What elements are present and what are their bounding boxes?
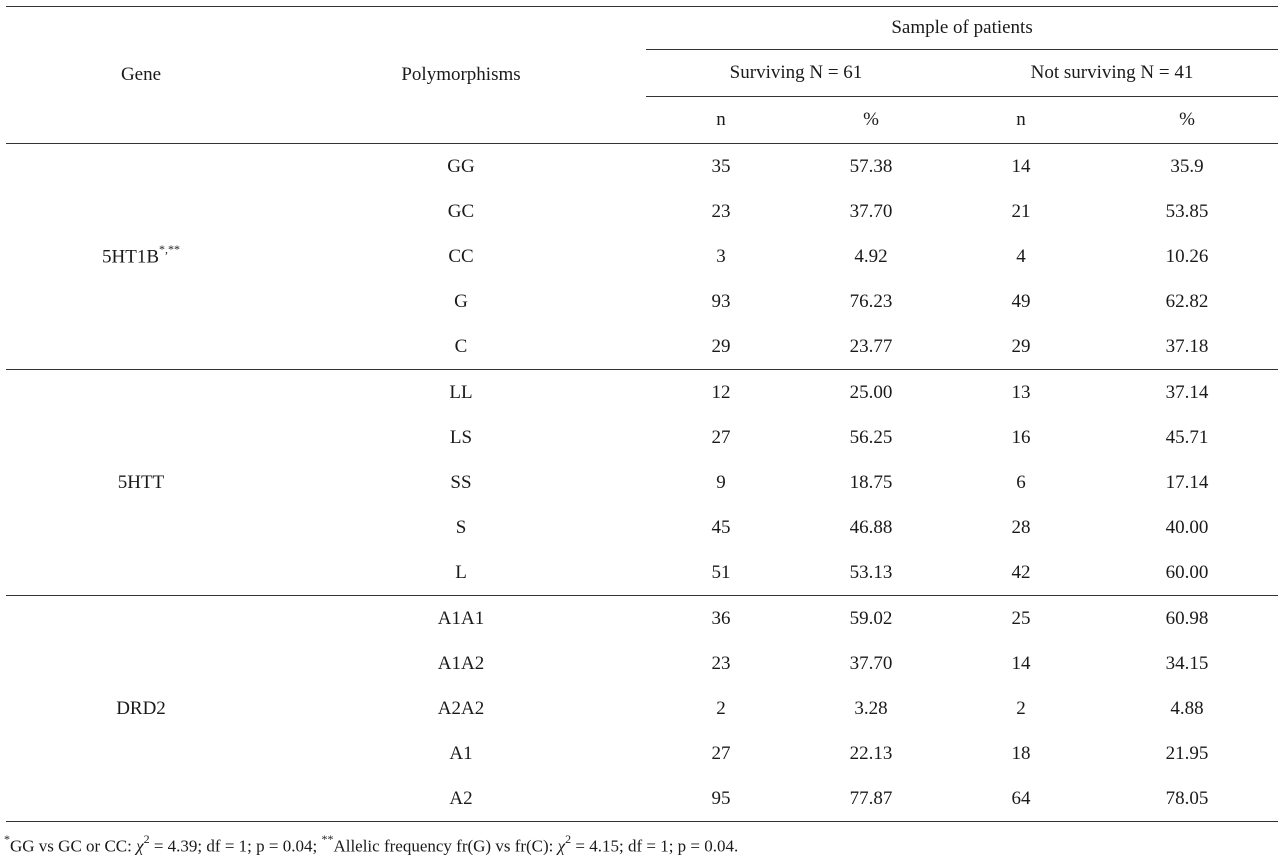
not-surviving-n-cell: 6 bbox=[1016, 471, 1026, 493]
surviving-n-cell: 95 bbox=[646, 776, 796, 822]
polymorphism-cell: A2 bbox=[276, 776, 646, 822]
surviving-pct-cell: 53.13 bbox=[849, 561, 893, 583]
surviving-n-cell: 51 bbox=[711, 561, 731, 583]
header-surviving-n: n bbox=[646, 97, 796, 144]
surviving-pct-cell: 23.77 bbox=[849, 335, 893, 357]
footnote-text-4: = 4.15; df = 1; p = 0.04. bbox=[571, 836, 739, 856]
footnote-chi-2: χ bbox=[557, 836, 566, 856]
not-surviving-n-cell: 2 bbox=[1016, 697, 1026, 719]
gene-label: DRD2 bbox=[116, 697, 166, 719]
not-surviving-n-cell: 13 bbox=[946, 370, 1096, 416]
polymorphism-cell: CC bbox=[448, 245, 474, 267]
not-surviving-pct-cell: 37.18 bbox=[1165, 335, 1209, 357]
not-surviving-n-cell: 25 bbox=[946, 596, 1096, 642]
table-row bbox=[6, 370, 1278, 416]
surviving-pct-cell: 22.13 bbox=[849, 742, 893, 764]
not-surviving-n-cell: 14 bbox=[1011, 652, 1031, 674]
table-body bbox=[6, 144, 1278, 822]
not-surviving-pct-cell: 45.71 bbox=[1165, 426, 1209, 448]
table-header bbox=[6, 7, 1278, 144]
header-surviving-pct: % bbox=[796, 97, 946, 144]
surviving-n-cell: 45 bbox=[711, 516, 731, 538]
not-surviving-pct-cell: 78.05 bbox=[1096, 776, 1278, 822]
footnote-squared-1: 2 bbox=[143, 832, 150, 846]
not-surviving-pct-cell: 40.00 bbox=[1165, 516, 1209, 538]
table-row bbox=[6, 596, 1278, 642]
surviving-n-cell: 27 bbox=[711, 742, 731, 764]
surviving-n-cell: 23 bbox=[711, 652, 731, 674]
surviving-n-cell: 36 bbox=[646, 596, 796, 642]
surviving-n-cell: 23 bbox=[711, 200, 731, 222]
gene-cell bbox=[6, 144, 276, 370]
not-surviving-pct-cell: 35.9 bbox=[1170, 155, 1204, 177]
gene-cell bbox=[6, 596, 276, 822]
not-surviving-n-cell: 4 bbox=[1016, 245, 1026, 267]
surviving-pct-cell: 37.70 bbox=[849, 200, 893, 222]
polymorphism-cell: A1 bbox=[449, 742, 473, 764]
surviving-pct-cell: 4.92 bbox=[854, 245, 888, 267]
footnote-text-1: GG vs GC or CC: bbox=[10, 836, 137, 856]
header-not-surviving-n: n bbox=[946, 97, 1096, 144]
gene-label: 5HTT bbox=[117, 471, 165, 493]
not-surviving-n-cell: 42 bbox=[1011, 561, 1031, 583]
not-surviving-pct-cell: 53.85 bbox=[1165, 200, 1209, 222]
not-surviving-n-cell: 28 bbox=[1011, 516, 1031, 538]
footnote-text-3: Allelic frequency fr(G) vs fr(C): bbox=[333, 836, 558, 856]
surviving-n-cell: 9 bbox=[716, 471, 726, 493]
polymorphism-cell: A2A2 bbox=[437, 697, 485, 719]
not-surviving-pct-cell: 4.88 bbox=[1170, 697, 1204, 719]
footnote-mark-1: * bbox=[4, 832, 10, 846]
surviving-n-cell: 35 bbox=[711, 155, 731, 177]
not-surviving-pct-cell: 60.98 bbox=[1096, 596, 1278, 642]
surviving-n-cell: 29 bbox=[711, 335, 731, 357]
surviving-pct-cell: 76.23 bbox=[849, 290, 893, 312]
polymorphism-cell: SS bbox=[450, 471, 472, 493]
surviving-pct-cell: 37.70 bbox=[849, 652, 893, 674]
not-surviving-pct-cell: 34.15 bbox=[1165, 652, 1209, 674]
not-surviving-n-cell: 21 bbox=[1011, 200, 1031, 222]
polymorphism-cell: S bbox=[455, 516, 467, 538]
not-surviving-n-cell: 49 bbox=[1011, 290, 1031, 312]
surviving-pct-cell: 59.02 bbox=[796, 596, 946, 642]
table-footnote bbox=[4, 834, 738, 857]
surviving-pct-cell: 77.87 bbox=[796, 776, 946, 822]
footnote-chi-1: χ bbox=[136, 836, 144, 856]
polymorphism-cell: L bbox=[455, 561, 467, 583]
surviving-pct-cell: 56.25 bbox=[849, 426, 893, 448]
gene-footnote-mark: *,** bbox=[159, 242, 180, 257]
surviving-pct-cell: 3.28 bbox=[854, 697, 888, 719]
footnote-squared-2: 2 bbox=[565, 832, 572, 846]
surviving-pct-cell: 57.38 bbox=[849, 155, 893, 177]
header-polymorphisms: Polymorphisms bbox=[276, 7, 646, 144]
surviving-n-cell: 27 bbox=[711, 426, 731, 448]
polymorphism-cell: GG bbox=[447, 155, 475, 177]
header-surviving: Surviving N = 61 bbox=[646, 50, 946, 97]
polymorphism-cell: GC bbox=[447, 200, 475, 222]
not-surviving-n-cell: 16 bbox=[1011, 426, 1031, 448]
header-not-surviving: Not surviving N = 41 bbox=[946, 50, 1278, 97]
surviving-pct-cell: 46.88 bbox=[849, 516, 893, 538]
genotype-table bbox=[6, 6, 1278, 822]
not-surviving-pct-cell: 10.26 bbox=[1165, 245, 1209, 267]
surviving-pct-cell: 18.75 bbox=[849, 471, 893, 493]
header-sample-of-patients: Sample of patients bbox=[646, 7, 1278, 50]
data-table-container bbox=[6, 6, 1278, 822]
polymorphism-cell: LS bbox=[449, 426, 473, 448]
gene-cell bbox=[6, 370, 276, 596]
footnote-text-2: = 4.39; df = 1; p = 0.04; bbox=[149, 836, 322, 856]
not-surviving-pct-cell: 37.14 bbox=[1096, 370, 1278, 416]
surviving-pct-cell: 25.00 bbox=[796, 370, 946, 416]
header-not-surviving-pct: % bbox=[1096, 97, 1278, 144]
polymorphism-cell: C bbox=[454, 335, 468, 357]
not-surviving-pct-cell: 17.14 bbox=[1165, 471, 1209, 493]
polymorphism-cell: A1A2 bbox=[437, 652, 485, 674]
not-surviving-n-cell: 64 bbox=[946, 776, 1096, 822]
surviving-n-cell: 12 bbox=[646, 370, 796, 416]
gene-label: 5HT1B bbox=[102, 246, 159, 268]
not-surviving-n-cell: 29 bbox=[1011, 335, 1031, 357]
not-surviving-pct-cell: 21.95 bbox=[1165, 742, 1209, 764]
polymorphism-cell: G bbox=[454, 290, 468, 312]
not-surviving-pct-cell: 62.82 bbox=[1165, 290, 1209, 312]
polymorphism-cell: A1A1 bbox=[276, 596, 646, 642]
table-row bbox=[6, 144, 1278, 190]
surviving-n-cell: 3 bbox=[716, 245, 726, 267]
polymorphism-cell: LL bbox=[276, 370, 646, 416]
footnote-mark-2: ** bbox=[321, 832, 334, 846]
surviving-n-cell: 93 bbox=[711, 290, 731, 312]
not-surviving-n-cell: 14 bbox=[1011, 155, 1031, 177]
not-surviving-pct-cell: 60.00 bbox=[1165, 561, 1209, 583]
not-surviving-n-cell: 18 bbox=[1011, 742, 1031, 764]
header-gene: Gene bbox=[6, 7, 276, 144]
surviving-n-cell: 2 bbox=[716, 697, 726, 719]
